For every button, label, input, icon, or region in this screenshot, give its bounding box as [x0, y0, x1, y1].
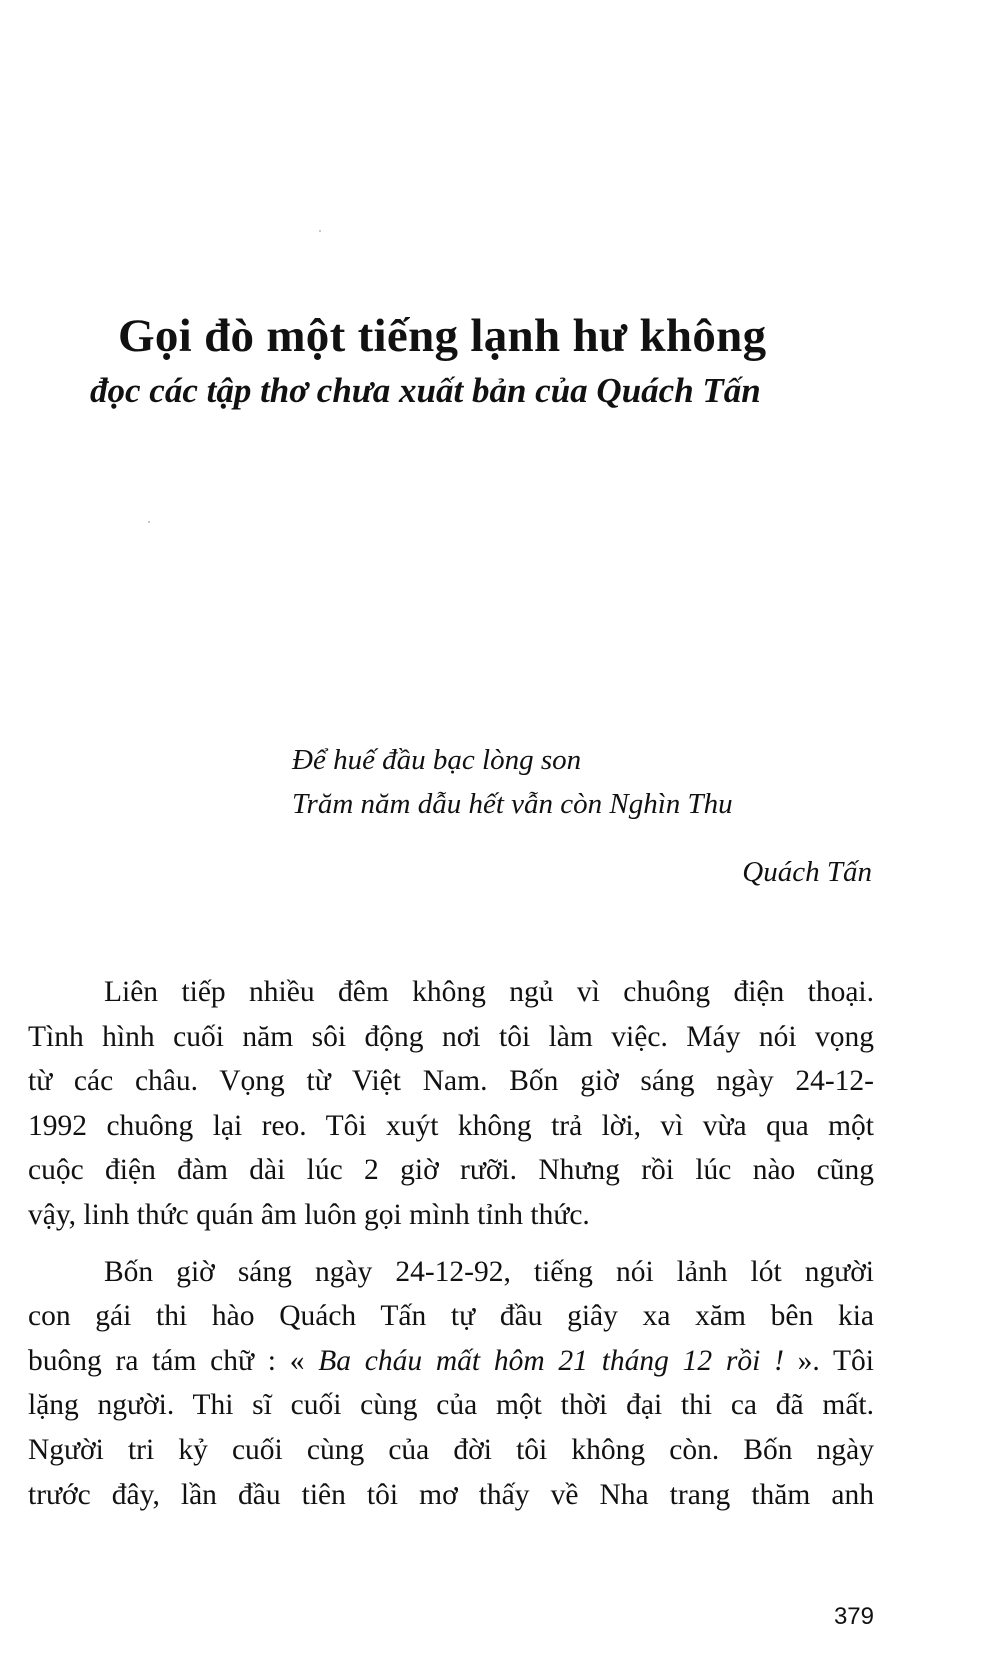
text-line: 1992 chuông lại reo. Tôi xuýt không trả lời, vì vừa qua một — [28, 1109, 874, 1142]
paragraph — [28, 970, 874, 1238]
chapter-subtitle: đọc các tập thơ chưa xuất bản của Quách Tấn — [90, 371, 761, 410]
text-segment: buông ra tám chữ : « — [28, 1344, 319, 1377]
text-line: Tình hình cuối năm sôi động nơi tôi làm việc. Máy nói vọng — [28, 1020, 874, 1053]
text-line: từ các châu. Vọng từ Việt Nam. Bốn giờ sáng ngày 24-12- — [28, 1065, 874, 1098]
scan-speck — [148, 521, 150, 523]
text-line — [28, 1339, 874, 1384]
quoted-text: Ba cháu mất hôm 21 tháng 12 rồi ! — [318, 1344, 784, 1377]
epigraph-line: Trăm năm dẫu hết vẫn còn Nghìn Thu — [292, 788, 733, 820]
text-line: trước đây, lần đầu tiên tôi mơ thấy về Nha trang thăm anh — [28, 1478, 874, 1511]
text-line: Liên tiếp nhiều đêm không ngủ vì chuông điện thoại. — [104, 976, 874, 1008]
body-text — [28, 970, 874, 1529]
text-line: vậy, linh thức quán âm luôn gọi mình tỉnh thức. — [28, 1198, 590, 1231]
chapter-title: Gọi đò một tiếng lạnh hư không — [118, 310, 767, 362]
page-number: 379 — [833, 1603, 874, 1630]
epigraph — [292, 738, 872, 888]
epigraph-author: Quách Tấn — [742, 856, 872, 888]
text-line: con gái thi hào Quách Tấn tự đầu giây xa xăm bên kia — [28, 1300, 874, 1333]
text-line: Người tri kỷ cuối cùng của đời tôi không còn. Bốn ngày — [28, 1433, 874, 1466]
text-segment: ». Tôi — [783, 1344, 874, 1377]
paragraph — [28, 1250, 874, 1518]
text-line: lặng người. Thi sĩ cuối cùng của một thời đại thi ca đã mất. — [28, 1389, 874, 1422]
text-line: Bốn giờ sáng ngày 24-12-92, tiếng nói lảnh lót người — [104, 1255, 874, 1288]
text-line: cuộc điện đàm dài lúc 2 giờ rưỡi. Nhưng rồi lúc nào cũng — [28, 1154, 874, 1187]
epigraph-line: Để huế đầu bạc lòng son — [292, 744, 582, 776]
scan-speck — [319, 230, 321, 232]
